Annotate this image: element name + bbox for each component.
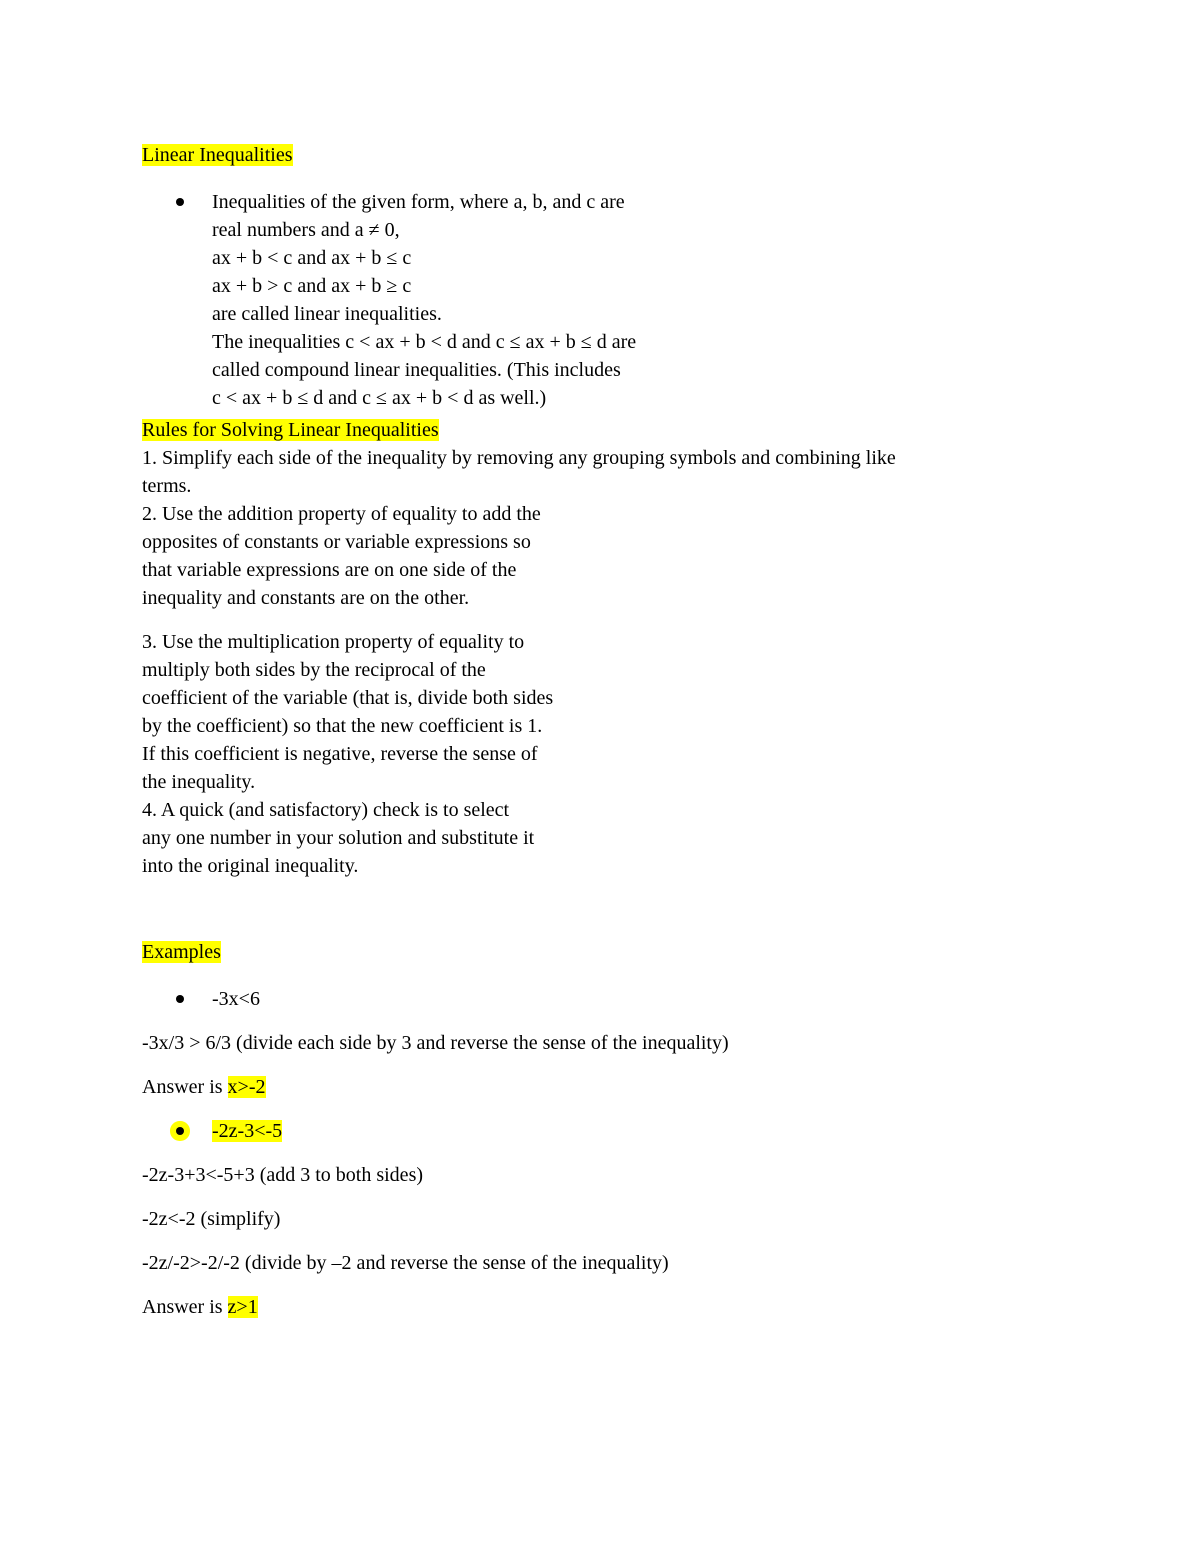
- example-2-step: -2z/-2>-2/-2 (divide by –2 and reverse the sense of the inequality): [142, 1252, 669, 1274]
- example-1-step: -3x/3 > 6/3 (divide each side by 3 and reverse the sense of the inequality): [142, 1032, 729, 1054]
- definition-line: real numbers and a ≠ 0,: [212, 219, 400, 241]
- definition-list: [142, 188, 1072, 412]
- example-2-step: -2z-3+3<-5+3 (add 3 to both sides): [142, 1164, 424, 1186]
- definition-line: Inequalities of the given form, where a, b, and c are: [212, 191, 625, 213]
- definition-line: ax + b > c and ax + b ≥ c: [212, 275, 412, 297]
- bullet-icon: [176, 198, 184, 206]
- heading-examples: Examples: [142, 941, 221, 963]
- example-2-problem: -2z-3<-5: [212, 1120, 283, 1142]
- rule-2: 2. Use the addition property of equality to add the opposites of constants or variable expressions so that variable expressions are on one side of the inequality and constants are on the other.: [142, 503, 541, 609]
- definition-line: called compound linear inequalities. (This includes: [212, 359, 621, 381]
- definition-line: ax + b < c and ax + b ≤ c: [212, 247, 412, 269]
- example-2-list: [142, 1117, 1072, 1145]
- definition-line: The inequalities c < ax + b < d and c ≤ ax + b ≤ d are: [212, 331, 637, 353]
- example-2-step: -2z<-2 (simplify): [142, 1208, 281, 1230]
- heading-linear-inequalities: Linear Inequalities: [142, 144, 293, 166]
- document-body: [142, 141, 1072, 1321]
- example-1-list: [142, 985, 1072, 1013]
- answer-highlight: x>-2: [227, 1076, 266, 1098]
- rule-3: 3. Use the multiplication property of equality to multiply both sides by the reciprocal of the coefficient of the variable (that is, divide both sides by the coefficient) so that the new coefficient is 1. If this coefficient is negative, reverse the sense of the inequality.: [142, 631, 554, 793]
- bullet-icon: [176, 995, 184, 1003]
- definition-line: c < ax + b ≤ d and c ≤ ax + b < d as well.): [212, 387, 547, 409]
- example-1-bullet: [142, 985, 1072, 1013]
- example-2-answer: Answer is z>1: [142, 1296, 258, 1318]
- rule-4: 4. A quick (and satisfactory) check is to select any one number in your solution and substitute it into the original inequality.: [142, 799, 535, 877]
- example-1-answer: Answer is x>-2: [142, 1076, 266, 1098]
- bullet-icon: [176, 1127, 184, 1135]
- definition-line: are called linear inequalities.: [212, 303, 442, 325]
- rule-1: 1. Simplify each side of the inequality by removing any grouping symbols and combining like terms.: [142, 447, 896, 497]
- definition-bullet: [142, 188, 1072, 412]
- heading-rules: Rules for Solving Linear Inequalities: [142, 419, 439, 441]
- example-2-bullet: [142, 1117, 1072, 1145]
- example-1-problem: -3x<6: [212, 988, 260, 1010]
- answer-highlight: z>1: [227, 1296, 258, 1318]
